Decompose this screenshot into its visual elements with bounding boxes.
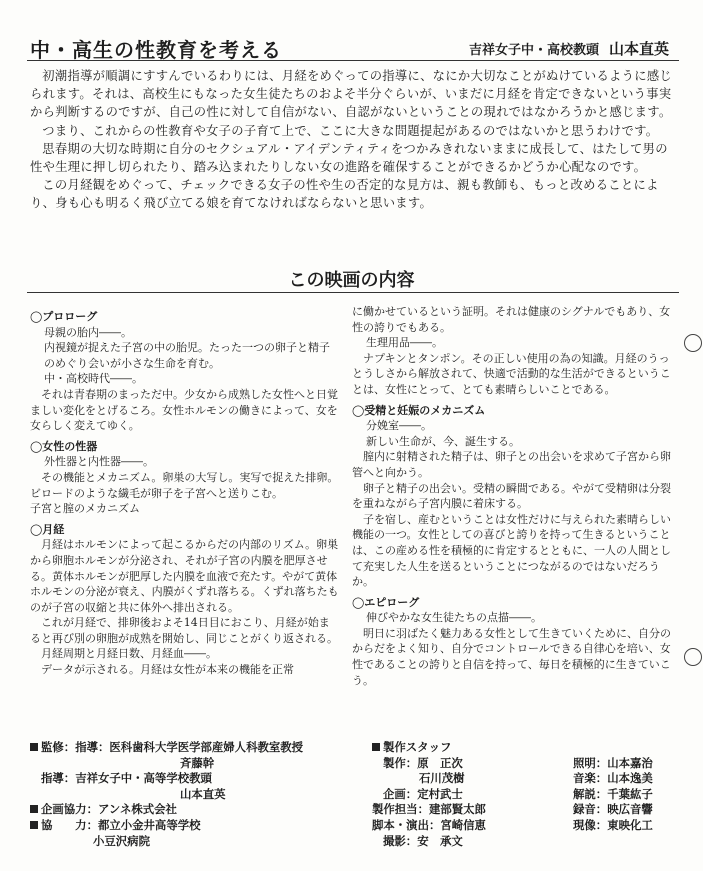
text-line: 伸びやかな女生徒たちの点描――。 (366, 611, 542, 625)
staff-role: 脚本・演出： (372, 817, 441, 832)
author-name: 山本直英 (608, 40, 669, 58)
text-line: 中・高校時代――。 (44, 372, 143, 386)
credit-value: 吉祥女子中・高等学校教頭 (75, 771, 212, 786)
text-line: 明日に羽ばたく魅力ある女性として生きていくために、自分のからだをよく知り、自分でコントロールできる自律心を培い、女性であることの誇りと自信を持って、毎日を積極的に生きていこう。 (352, 626, 671, 687)
text-line: 外性器と内性器――。 (44, 455, 154, 469)
intro-paragraph: この月経観をめぐって、チェックできる女子の性や生の否定的な見方は、親も教師も、もっと改めることにより、身も心も明るく飛び立てる娘を育てなければならないと思います。 (30, 178, 659, 211)
author-affiliation: 吉祥女子中・高校教頭 (468, 43, 599, 58)
heading-prologue: ◯プロローグ (30, 310, 98, 323)
author-credit (469, 38, 669, 59)
staff-role: 製作担当： (372, 802, 429, 817)
content-left-column (30, 304, 340, 678)
text-line: それは青春期のまっただ中。少女から成熟した女性へと日覚ましい変化をとげるころ。女性ホルモンの働きによって、女を女らしく変えてゆく。 (30, 387, 338, 433)
bullet-square-icon (30, 743, 38, 751)
credit-label: 協 力： (41, 817, 98, 832)
text-line: 月経はホルモンによって起こるからだの内部のリズム。卵巣から卵胞ホルモンが分泌され、それが子宮の内膜を肥厚させる。黄体ホルモンが肥厚した内膜を血液で充たす。やがて黄体ホルモンの分泌が衰え、内膜がくずれ落ちる。くずれ落ちたものが子宮の収縮と共に体外へ排出される。 (30, 538, 339, 614)
staff-name: 映広音響 (607, 802, 653, 817)
staff-name: 定村武士 (417, 786, 463, 801)
credit-label: 指導： (41, 771, 76, 786)
binder-hole-icon (684, 648, 702, 666)
staff-name: 建部賢太郎 (428, 802, 486, 817)
bullet-square-icon (30, 805, 38, 813)
credit-value: アンネ株式会社 (97, 802, 177, 817)
text-line: 生理用品――。 (366, 336, 443, 350)
text-line: データが示される。月経は女性が本来の機能を正常 (41, 663, 294, 677)
staff-role: 撮影： (383, 833, 418, 848)
credit-name: 山本直英 (180, 786, 226, 801)
credit-label: 指導： (75, 740, 110, 754)
title-rule (27, 60, 679, 61)
heading-fertilization: ◯受精と妊娠のメカニズム (352, 403, 486, 417)
staff-name: 山本逸美 (607, 771, 653, 786)
text-line: に働かせているという証明。それは健康のシグナルでもあり、女性の誇りでもある。 (352, 305, 671, 334)
text-line: 子宮と膣のメカニズム (30, 502, 140, 516)
credit-label: 監修： (41, 740, 76, 754)
staff-name: 東映化工 (607, 817, 653, 832)
page-title: 中・高生の性教育を考える (30, 38, 282, 62)
staff-role: 照明： (573, 755, 608, 770)
credits-left (30, 740, 360, 849)
credits-staff-2 (573, 756, 683, 834)
staff-role: 企画： (383, 786, 418, 801)
intro-paragraph: 思春期の大切な時期に自分のセクシュアル・アイデンティティをつかみきれないままに成長して、はたして男の性や生理に押し切られたり、踏み込まれたりしない女の進路を確保することができるかどうか心配なのです。 (30, 141, 668, 175)
staff-name: 安 承文 (417, 833, 463, 848)
text-line: 新しい生命が、今、誕生する。 (366, 434, 520, 448)
text-line: 子を宿し、産むということは女性だけに与えられた素晴らしい機能の一つ。女性としての喜びと誇りを持って生きるということは、この産める性を積極的に肯定するとともに、一人の人間として充実した人生を送るということにつながるのではないだろうか。 (352, 512, 671, 589)
text-line: 月経周期と月経日数、月経血――。 (41, 647, 217, 661)
text-line: 内視鏡が捉えた子宮の中の胎児。たった一つの卵子と精子のめぐり会いが小さな生命を育む。 (44, 341, 330, 370)
section-title: この映画の内容 (288, 270, 415, 291)
credits-staff (372, 740, 572, 849)
credit-value: 小豆沢病院 (93, 833, 150, 848)
heading-epilogue: ◯エピローグ (352, 595, 420, 609)
staff-role: 製作： (383, 755, 418, 770)
intro-paragraph: つまり、これからの性教育や女子の子育て上で、ここに大きな問題提起があるのではないかと思うわけです。 (42, 123, 659, 138)
text-line: 分娩室――。 (366, 419, 432, 433)
staff-name: 石川茂樹 (419, 771, 465, 786)
credit-name: 斉藤幹 (180, 755, 215, 770)
heading-organs: ◯女性の性器 (30, 439, 98, 453)
heading-menstruation: ◯月経 (30, 522, 65, 536)
staff-heading: 製作スタッフ (383, 740, 452, 754)
intro-text (30, 67, 680, 213)
staff-name: 千葉紘子 (607, 786, 653, 801)
text-line: ナプキンとタンポン。その正しい使用の為の知識。月経のうっとうしさから解放されて、快適で活動的な生活ができるということは、女性にとって、とても素晴らしいことである。 (352, 351, 671, 396)
credit-label: 企画協力： (41, 802, 98, 817)
content-right-column (352, 304, 674, 688)
intro-paragraph: 初潮指導が順調にすすんでいるわりには、月経をめぐっての指導に、なにか大切なことがぬけているように感じられます。それは、高校生にもなった女生徒たちのおよそ半分ぐらいが、いまだに月経を肯定できないという事実から判断するのですが、自己の性に対して自信がない、自認がないということの現れではなかろうかと感じます。 (30, 69, 673, 120)
credit-value: 医科歯科大学医学部産婦人科教室教授 (109, 740, 304, 754)
staff-name: 宮崎信恵 (440, 817, 486, 832)
staff-role: 音楽： (573, 771, 608, 786)
text-line: その機能とメカニズム。卵巣の大写し。実写で捉えた排卵。ビロードのような繊毛が卵子を子宮へと送りこむ。 (30, 470, 339, 500)
staff-name: 原 正次 (417, 755, 463, 770)
text-line: 卵子と精子の出会い。受精の瞬間である。やがて受精卵は分裂を重ねながら子宮内膜に着床する。 (352, 481, 671, 511)
staff-role: 解説： (573, 786, 608, 801)
credit-value: 都立小金井高等学校 (97, 817, 201, 832)
section-rule (27, 292, 679, 293)
staff-role: 録音： (573, 802, 608, 817)
binder-hole-icon (684, 334, 702, 352)
text-line: これが月経で、排卵後およそ14日目におこり、月経が始まると再び別の卵胞が成熟を開始し、同じことがくり返される。 (30, 616, 338, 645)
bullet-square-icon (30, 821, 38, 829)
text-line: 膣内に射精された精子は、卵子との出会いを求めて子宮から卵管へと向かう。 (352, 450, 671, 479)
staff-role: 現像： (573, 817, 608, 832)
text-line: 母親の胎内――。 (44, 325, 132, 339)
staff-name: 山本嘉治 (607, 755, 653, 770)
bullet-square-icon (372, 743, 380, 751)
